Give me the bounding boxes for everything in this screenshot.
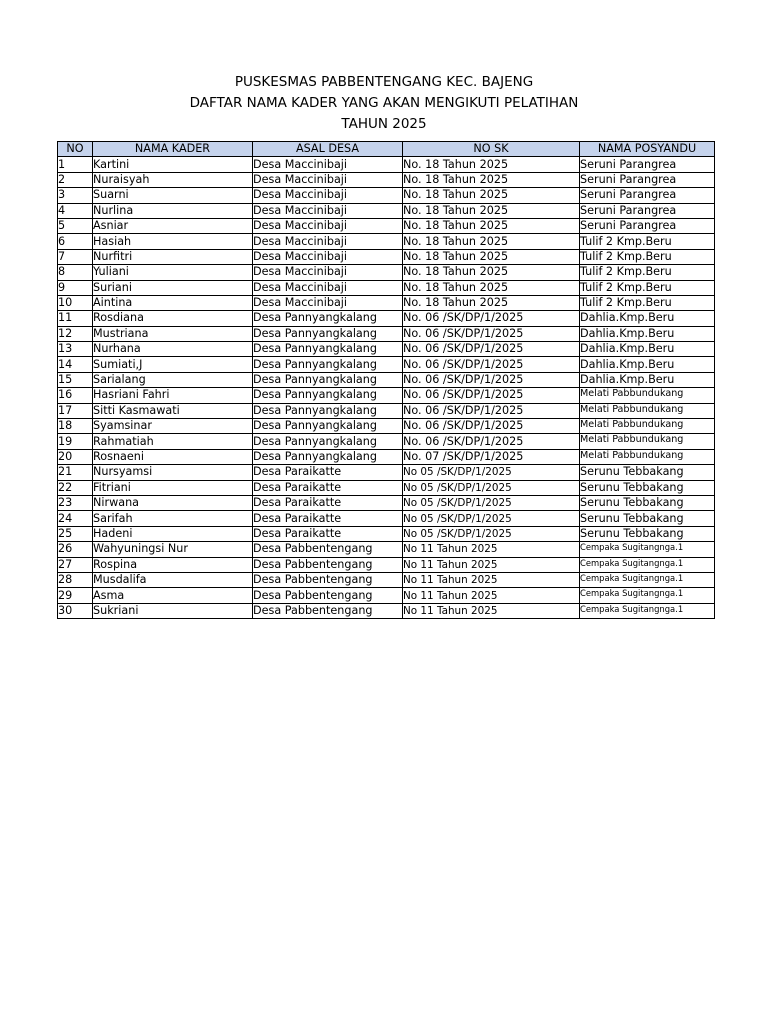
kader-name-cell: Asma — [93, 588, 253, 603]
row-number-cell: 29 — [58, 588, 93, 603]
kader-name-cell: Aintina — [93, 295, 253, 310]
no-sk-cell: No 11 Tahun 2025 — [403, 572, 580, 587]
table-row — [58, 588, 715, 603]
kader-name-cell: Suriani — [93, 280, 253, 295]
asal-desa-cell: Desa Paraikatte — [253, 465, 403, 480]
row-number-cell: 12 — [58, 326, 93, 341]
asal-desa-cell: Desa Pabbentengang — [253, 572, 403, 587]
nama-posyandu-cell: Melati Pabbundukang — [580, 434, 715, 449]
no-sk-cell: No 05 /SK/DP/1/2025 — [403, 480, 580, 495]
kader-name-cell: Musdalifa — [93, 572, 253, 587]
nama-posyandu-cell: Dahlia.Kmp.Beru — [580, 342, 715, 357]
no-sk-cell: No. 18 Tahun 2025 — [403, 203, 580, 218]
asal-desa-cell: Desa Maccinibaji — [253, 234, 403, 249]
asal-desa-cell: Desa Maccinibaji — [253, 218, 403, 233]
no-sk-cell: No. 18 Tahun 2025 — [403, 218, 580, 233]
no-sk-cell: No. 18 Tahun 2025 — [403, 172, 580, 187]
asal-desa-cell: Desa Maccinibaji — [253, 249, 403, 264]
table-row — [58, 249, 715, 264]
no-sk-cell: No. 18 Tahun 2025 — [403, 280, 580, 295]
row-number-cell: 20 — [58, 449, 93, 464]
no-sk-cell: No. 06 /SK/DP/1/2025 — [403, 419, 580, 434]
asal-desa-cell: Desa Pannyangkalang — [253, 403, 403, 418]
no-sk-cell: No 05 /SK/DP/1/2025 — [403, 511, 580, 526]
no-sk-cell: No 05 /SK/DP/1/2025 — [403, 526, 580, 541]
table-row — [58, 342, 715, 357]
kader-name-cell: Fitriani — [93, 480, 253, 495]
row-number-cell: 17 — [58, 403, 93, 418]
kader-name-cell: Asniar — [93, 218, 253, 233]
asal-desa-cell: Desa Pabbentengang — [253, 603, 403, 618]
row-number-cell: 5 — [58, 218, 93, 233]
nama-posyandu-cell: Dahlia.Kmp.Beru — [580, 372, 715, 387]
nama-posyandu-cell: Melati Pabbundukang — [580, 388, 715, 403]
table-header-row — [58, 142, 715, 157]
row-number-cell: 4 — [58, 203, 93, 218]
row-number-cell: 6 — [58, 234, 93, 249]
table-row — [58, 295, 715, 310]
nama-posyandu-cell: Tulif 2 Kmp.Beru — [580, 265, 715, 280]
row-number-cell: 30 — [58, 603, 93, 618]
table-row — [58, 542, 715, 557]
nama-posyandu-cell: Cempaka Sugitangnga.1 — [580, 542, 715, 557]
asal-desa-cell: Desa Pannyangkalang — [253, 434, 403, 449]
asal-desa-cell: Desa Maccinibaji — [253, 157, 403, 172]
asal-desa-cell: Desa Pabbentengang — [253, 557, 403, 572]
asal-desa-cell: Desa Pannyangkalang — [253, 357, 403, 372]
table-row — [58, 326, 715, 341]
table-row — [58, 449, 715, 464]
no-sk-cell: No. 06 /SK/DP/1/2025 — [403, 311, 580, 326]
row-number-cell: 18 — [58, 419, 93, 434]
asal-desa-cell: Desa Paraikatte — [253, 511, 403, 526]
asal-desa-cell: Desa Maccinibaji — [253, 295, 403, 310]
no-sk-cell: No. 06 /SK/DP/1/2025 — [403, 372, 580, 387]
no-sk-cell: No. 07 /SK/DP/1/2025 — [403, 449, 580, 464]
kader-name-cell: Sarifah — [93, 511, 253, 526]
kader-name-cell: Nurhana — [93, 342, 253, 357]
table-row — [58, 157, 715, 172]
asal-desa-cell: Desa Pannyangkalang — [253, 311, 403, 326]
kader-name-cell: Sarialang — [93, 372, 253, 387]
asal-desa-cell: Desa Pannyangkalang — [253, 449, 403, 464]
row-number-cell: 24 — [58, 511, 93, 526]
nama-posyandu-cell: Serunu Tebbakang — [580, 526, 715, 541]
table-row — [58, 372, 715, 387]
nama-posyandu-cell: Tulif 2 Kmp.Beru — [580, 234, 715, 249]
no-sk-cell: No. 06 /SK/DP/1/2025 — [403, 326, 580, 341]
table-body — [58, 157, 715, 619]
no-sk-cell: No 11 Tahun 2025 — [403, 588, 580, 603]
table-row — [58, 557, 715, 572]
nama-posyandu-cell: Serunu Tebbakang — [580, 511, 715, 526]
no-sk-cell: No. 06 /SK/DP/1/2025 — [403, 434, 580, 449]
kader-name-cell: Sitti Kasmawati — [93, 403, 253, 418]
nama-posyandu-cell: Cempaka Sugitangnga.1 — [580, 588, 715, 603]
kader-name-cell: Mustriana — [93, 326, 253, 341]
kader-name-cell: Yuliani — [93, 265, 253, 280]
table-row — [58, 419, 715, 434]
document-header — [0, 72, 768, 135]
nama-posyandu-cell: Melati Pabbundukang — [580, 419, 715, 434]
kader-name-cell: Hasriani Fahri — [93, 388, 253, 403]
table-row — [58, 265, 715, 280]
row-number-cell: 14 — [58, 357, 93, 372]
no-sk-cell: No. 18 Tahun 2025 — [403, 157, 580, 172]
kader-name-cell: Rospina — [93, 557, 253, 572]
asal-desa-cell: Desa Maccinibaji — [253, 203, 403, 218]
row-number-cell: 7 — [58, 249, 93, 264]
asal-desa-cell: Desa Maccinibaji — [253, 265, 403, 280]
nama-posyandu-cell: Serunu Tebbakang — [580, 465, 715, 480]
nama-posyandu-cell: Serunu Tebbakang — [580, 480, 715, 495]
row-number-cell: 10 — [58, 295, 93, 310]
table-row — [58, 480, 715, 495]
table-row — [58, 572, 715, 587]
asal-desa-cell: Desa Paraikatte — [253, 526, 403, 541]
table-row — [58, 403, 715, 418]
nama-posyandu-cell: Tulif 2 Kmp.Beru — [580, 295, 715, 310]
table-row — [58, 511, 715, 526]
table-row — [58, 465, 715, 480]
header-line-2: DAFTAR NAMA KADER YANG AKAN MENGIKUTI PELATIHAN — [189, 95, 579, 111]
kader-name-cell: Sumiati,J — [93, 357, 253, 372]
asal-desa-cell: Desa Pannyangkalang — [253, 372, 403, 387]
no-sk-cell: No. 06 /SK/DP/1/2025 — [403, 342, 580, 357]
row-number-cell: 23 — [58, 495, 93, 510]
column-header-no-sk: NO SK — [403, 142, 580, 157]
kader-name-cell: Rahmatiah — [93, 434, 253, 449]
no-sk-cell: No. 18 Tahun 2025 — [403, 249, 580, 264]
kader-name-cell: Nurfitri — [93, 249, 253, 264]
no-sk-cell: No 11 Tahun 2025 — [403, 603, 580, 618]
asal-desa-cell: Desa Pabbentengang — [253, 542, 403, 557]
row-number-cell: 8 — [58, 265, 93, 280]
table-row — [58, 188, 715, 203]
table-row — [58, 495, 715, 510]
nama-posyandu-cell: Tulif 2 Kmp.Beru — [580, 249, 715, 264]
asal-desa-cell: Desa Maccinibaji — [253, 172, 403, 187]
header-line-3: TAHUN 2025 — [341, 116, 427, 132]
header-line-1: PUSKESMAS PABBENTENGANG KEC. BAJENG — [234, 74, 534, 90]
no-sk-cell: No. 18 Tahun 2025 — [403, 265, 580, 280]
nama-posyandu-cell: Melati Pabbundukang — [580, 449, 715, 464]
asal-desa-cell: Desa Paraikatte — [253, 495, 403, 510]
table-row — [58, 280, 715, 295]
row-number-cell: 13 — [58, 342, 93, 357]
asal-desa-cell: Desa Pannyangkalang — [253, 326, 403, 341]
kader-name-cell: Kartini — [93, 157, 253, 172]
no-sk-cell: No 11 Tahun 2025 — [403, 557, 580, 572]
asal-desa-cell: Desa Maccinibaji — [253, 188, 403, 203]
column-header-nama-posyandu: NAMA POSYANDU — [580, 142, 715, 157]
nama-posyandu-cell: Dahlia.Kmp.Beru — [580, 311, 715, 326]
no-sk-cell: No 11 Tahun 2025 — [403, 542, 580, 557]
table-row — [58, 526, 715, 541]
kader-name-cell: Syamsinar — [93, 419, 253, 434]
table-row — [58, 603, 715, 618]
row-number-cell: 27 — [58, 557, 93, 572]
column-header-asal-desa: ASAL DESA — [253, 142, 403, 157]
kader-name-cell: Hasiah — [93, 234, 253, 249]
asal-desa-cell: Desa Pannyangkalang — [253, 388, 403, 403]
asal-desa-cell: Desa Maccinibaji — [253, 280, 403, 295]
kader-name-cell: Nursyamsi — [93, 465, 253, 480]
no-sk-cell: No. 06 /SK/DP/1/2025 — [403, 357, 580, 372]
row-number-cell: 16 — [58, 388, 93, 403]
row-number-cell: 11 — [58, 311, 93, 326]
kader-table — [57, 141, 715, 619]
row-number-cell: 3 — [58, 188, 93, 203]
row-number-cell: 28 — [58, 572, 93, 587]
table-row — [58, 357, 715, 372]
no-sk-cell: No. 18 Tahun 2025 — [403, 188, 580, 203]
nama-posyandu-cell: Dahlia.Kmp.Beru — [580, 357, 715, 372]
kader-name-cell: Hadeni — [93, 526, 253, 541]
kader-name-cell: Wahyuningsi Nur — [93, 542, 253, 557]
no-sk-cell: No. 06 /SK/DP/1/2025 — [403, 388, 580, 403]
kader-name-cell: Rosnaeni — [93, 449, 253, 464]
nama-posyandu-cell: Seruni Parangrea — [580, 157, 715, 172]
table-row — [58, 234, 715, 249]
column-header-nama-kader: NAMA KADER — [93, 142, 253, 157]
nama-posyandu-cell: Cempaka Sugitangnga.1 — [580, 557, 715, 572]
nama-posyandu-cell: Seruni Parangrea — [580, 218, 715, 233]
kader-name-cell: Suarni — [93, 188, 253, 203]
table-row — [58, 434, 715, 449]
asal-desa-cell: Desa Pannyangkalang — [253, 342, 403, 357]
no-sk-cell: No. 18 Tahun 2025 — [403, 295, 580, 310]
kader-name-cell: Nuraisyah — [93, 172, 253, 187]
row-number-cell: 2 — [58, 172, 93, 187]
nama-posyandu-cell: Dahlia.Kmp.Beru — [580, 326, 715, 341]
nama-posyandu-cell: Tulif 2 Kmp.Beru — [580, 280, 715, 295]
nama-posyandu-cell: Seruni Parangrea — [580, 188, 715, 203]
row-number-cell: 9 — [58, 280, 93, 295]
kader-name-cell: Nirwana — [93, 495, 253, 510]
row-number-cell: 1 — [58, 157, 93, 172]
nama-posyandu-cell: Cempaka Sugitangnga.1 — [580, 572, 715, 587]
no-sk-cell: No 05 /SK/DP/1/2025 — [403, 495, 580, 510]
table-row — [58, 388, 715, 403]
row-number-cell: 25 — [58, 526, 93, 541]
nama-posyandu-cell: Seruni Parangrea — [580, 203, 715, 218]
kader-name-cell: Sukriani — [93, 603, 253, 618]
column-header-no: NO — [58, 142, 93, 157]
row-number-cell: 26 — [58, 542, 93, 557]
kader-name-cell: Rosdiana — [93, 311, 253, 326]
no-sk-cell: No. 18 Tahun 2025 — [403, 234, 580, 249]
asal-desa-cell: Desa Pabbentengang — [253, 588, 403, 603]
nama-posyandu-cell: Melati Pabbundukang — [580, 403, 715, 418]
kader-name-cell: Nurlina — [93, 203, 253, 218]
nama-posyandu-cell: Serunu Tebbakang — [580, 495, 715, 510]
nama-posyandu-cell: Seruni Parangrea — [580, 172, 715, 187]
nama-posyandu-cell: Cempaka Sugitangnga.1 — [580, 603, 715, 618]
row-number-cell: 22 — [58, 480, 93, 495]
row-number-cell: 21 — [58, 465, 93, 480]
table-row — [58, 311, 715, 326]
no-sk-cell: No 05 /SK/DP/1/2025 — [403, 465, 580, 480]
no-sk-cell: No. 06 /SK/DP/1/2025 — [403, 403, 580, 418]
table-row — [58, 203, 715, 218]
row-number-cell: 15 — [58, 372, 93, 387]
table-row — [58, 172, 715, 187]
asal-desa-cell: Desa Pannyangkalang — [253, 419, 403, 434]
table-row — [58, 218, 715, 233]
asal-desa-cell: Desa Paraikatte — [253, 480, 403, 495]
row-number-cell: 19 — [58, 434, 93, 449]
